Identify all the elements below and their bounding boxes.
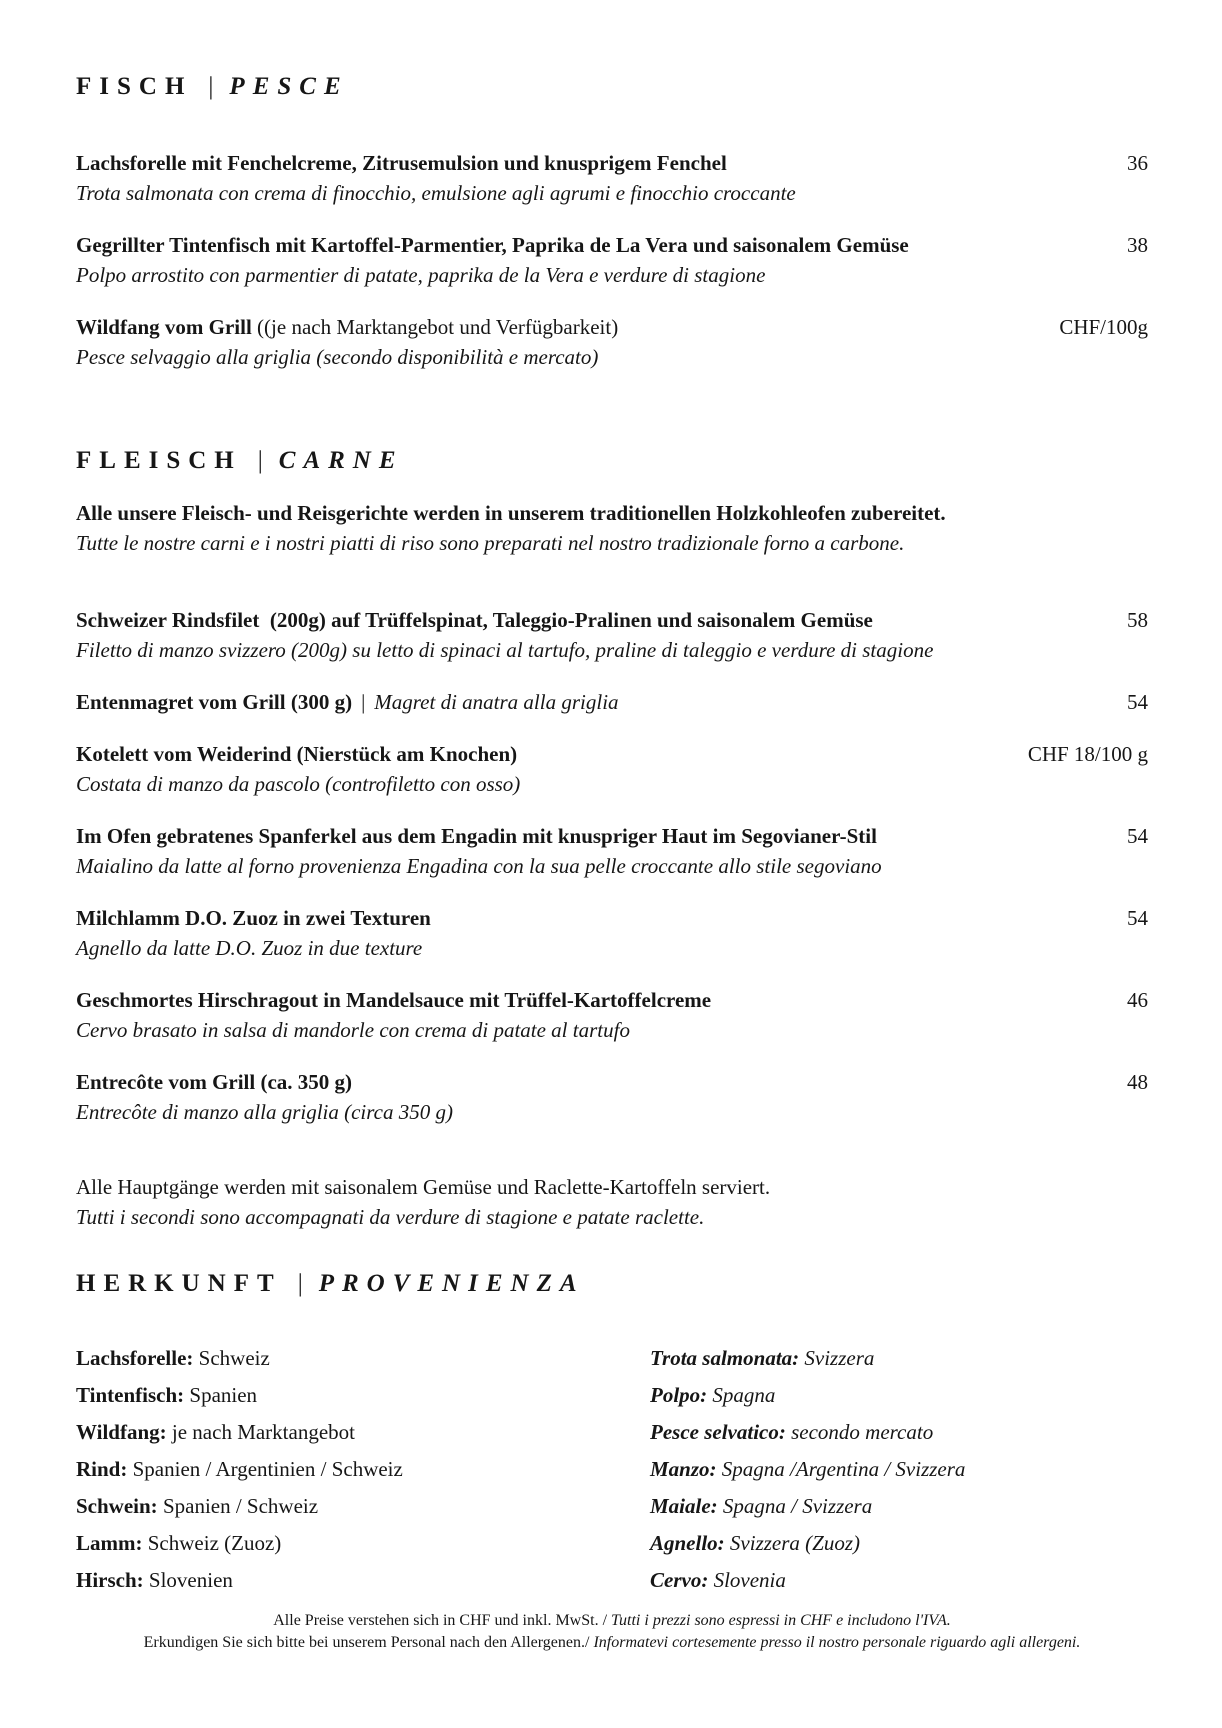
provenance-it-value: Spagna /Argentina / Svizzera	[721, 1457, 966, 1481]
item-description-it: Polpo arrostito con parmentier di patate, paprika de la Vera e verdure di stagione	[76, 263, 766, 287]
menu-item	[76, 314, 1148, 371]
section-title-fisch	[76, 72, 1148, 102]
menu-item	[76, 987, 1148, 1044]
item-name-it: Magret di anatra alla griglia	[374, 690, 619, 714]
closing-note-it: Tutti i secondi sono accompagnati da verdure di stagione e patate raclette.	[76, 1205, 705, 1229]
menu-item	[76, 741, 1148, 798]
item-description-it: Filetto di manzo svizzero (200g) su letto di spinaci al tartufo, praline di taleggio e verdure di stagione	[76, 638, 934, 662]
menu-item	[76, 150, 1148, 207]
item-name: Entrecôte vom Grill (ca. 350 g)	[76, 1070, 353, 1094]
item-name: Schweizer Rindsfilet (200g) auf Trüffelspinat, Taleggio-Pralinen und saisonalem Gemüse	[76, 608, 873, 632]
provenance-de-label: Hirsch:	[76, 1568, 144, 1592]
section-fleisch	[76, 446, 1148, 1231]
inline-separator: |	[361, 690, 366, 714]
section-title-fleisch	[76, 446, 1148, 476]
footer-allergens-it: Informatevi cortesemente presso il nostro personale riguardo agli allergeni.	[593, 1634, 1081, 1651]
item-price: 54	[1127, 690, 1148, 714]
item-row	[76, 607, 1148, 634]
provenance-de-label: Lachsforelle:	[76, 1346, 194, 1370]
mains-closing-note	[76, 1174, 1148, 1231]
provenance-row	[76, 1377, 1148, 1414]
menu-item	[76, 607, 1148, 664]
item-row	[76, 823, 1148, 850]
title-separator: |	[257, 447, 263, 474]
item-description-it: Agnello da latte D.O. Zuoz in due texture	[76, 936, 423, 960]
item-name: Milchlamm D.O. Zuoz in zwei Texturen	[76, 906, 431, 930]
item-name: Geschmortes Hirschragout in Mandelsauce mit Trüffel-Kartoffelcreme	[76, 988, 712, 1012]
item-name	[76, 689, 1107, 716]
item-description-it: Cervo brasato in salsa di mandorle con crema di patate al tartufo	[76, 1018, 630, 1042]
provenance-de-value: Slovenien	[148, 1568, 233, 1592]
provenance-it-label: Manzo:	[650, 1457, 717, 1481]
item-name: Lachsforelle mit Fenchelcreme, Zitrusemulsion und knusprigem Fenchel	[76, 151, 727, 175]
footer-allergens-de: Erkundigen Sie sich bitte bei unserem Personal nach den Allergenen./	[143, 1634, 594, 1651]
item-price: 54	[1127, 824, 1148, 848]
provenance-de-value: Spanien	[189, 1383, 258, 1407]
footer-allergens-line	[76, 1632, 1148, 1654]
provenance-it-value: Svizzera	[804, 1346, 875, 1370]
intro-note-it: Tutte le nostre carni e i nostri piatti di riso sono preparati nel nostro tradizionale forno a carbone.	[76, 531, 905, 555]
provenance-it-value: secondo mercato	[791, 1420, 934, 1444]
title-separator: |	[297, 1270, 303, 1297]
provenance-list	[76, 1340, 1148, 1599]
footer-prices-de: Alle Preise verstehen sich in CHF und inkl. MwSt. /	[273, 1612, 612, 1629]
provenance-row	[76, 1414, 1148, 1451]
provenance-de	[76, 1562, 650, 1599]
provenance-it-value: Spagna	[712, 1383, 776, 1407]
intro-note-de: Alle unsere Fleisch- und Reisgerichte werden in unserem traditionellen Holzkohleofen zubereitet.	[76, 501, 946, 525]
provenance-de-label: Schwein:	[76, 1494, 158, 1518]
provenance-row	[76, 1488, 1148, 1525]
provenance-it	[650, 1525, 1148, 1562]
menu-item	[76, 689, 1148, 716]
provenance-it	[650, 1451, 1148, 1488]
section-title-it: PROVENIENZA	[318, 1270, 585, 1297]
provenance-de-label: Rind:	[76, 1457, 128, 1481]
provenance-it	[650, 1340, 1148, 1377]
provenance-it-label: Polpo:	[650, 1383, 708, 1407]
fisch-items	[76, 150, 1148, 371]
provenance-it-value: Spagna / Svizzera	[722, 1494, 873, 1518]
provenance-de-value: Spanien / Argentinien / Schweiz	[132, 1457, 403, 1481]
item-price: CHF 18/100 g	[1027, 742, 1148, 766]
provenance-de-label: Lamm:	[76, 1531, 143, 1555]
menu-item	[76, 232, 1148, 289]
item-row	[76, 987, 1148, 1014]
footer-prices-it: Tutti i prezzi sono espressi in CHF e includono l'IVA.	[611, 1612, 951, 1629]
footer-prices-line	[76, 1610, 1148, 1632]
item-row	[76, 741, 1148, 768]
item-row	[76, 1069, 1148, 1096]
menu-footer	[76, 1610, 1148, 1654]
provenance-de	[76, 1525, 650, 1562]
provenance-row	[76, 1562, 1148, 1599]
section-title-herkunft	[76, 1269, 1148, 1299]
provenance-de-value: Schweiz (Zuoz)	[147, 1531, 282, 1555]
fleisch-items	[76, 607, 1148, 1126]
section-title-de: HERKUNFT	[76, 1270, 282, 1297]
provenance-row	[76, 1451, 1148, 1488]
item-name: Gegrillter Tintenfisch mit Kartoffel-Parmentier, Paprika de La Vera und saisonalem Gemüse	[76, 233, 909, 257]
item-name-bold: Entenmagret vom Grill (300 g)	[76, 690, 353, 714]
item-description-it: Maialino da latte al forno provenienza Engadina con la sua pelle croccante allo stile segoviano	[76, 854, 882, 878]
item-row	[76, 150, 1148, 177]
item-price: 38	[1127, 233, 1148, 257]
provenance-row	[76, 1525, 1148, 1562]
item-row	[76, 314, 1148, 341]
provenance-de-label: Tintenfisch:	[76, 1383, 185, 1407]
item-description-it: Trota salmonata con crema di finocchio, emulsione agli agrumi e finocchio croccante	[76, 181, 796, 205]
item-row	[76, 905, 1148, 932]
menu-item	[76, 823, 1148, 880]
fleisch-intro-note	[76, 500, 1148, 557]
title-separator: |	[208, 73, 214, 100]
item-name-bold: Wildfang vom Grill	[76, 315, 252, 339]
section-title-it: CARNE	[278, 447, 404, 474]
item-price: CHF/100g	[1059, 315, 1148, 339]
menu-item	[76, 1069, 1148, 1126]
item-name-suffix: ((je nach Marktangebot und Verfügbarkeit)	[251, 315, 619, 339]
item-name: Kotelett vom Weiderind (Nierstück am Knochen)	[76, 742, 518, 766]
item-price: 36	[1127, 151, 1148, 175]
section-title-de: FLEISCH	[76, 447, 242, 474]
section-fisch	[76, 72, 1148, 371]
item-description-it: Pesce selvaggio alla griglia (secondo disponibilità e mercato)	[76, 345, 599, 369]
item-row	[76, 232, 1148, 259]
section-herkunft	[76, 1269, 1148, 1599]
provenance-row	[76, 1340, 1148, 1377]
item-name	[76, 314, 1039, 341]
provenance-de	[76, 1488, 650, 1525]
provenance-it	[650, 1562, 1148, 1599]
provenance-it-label: Trota salmonata:	[650, 1346, 800, 1370]
item-row	[76, 689, 1148, 716]
item-description-it: Entrecôte di manzo alla griglia (circa 350 g)	[76, 1100, 453, 1124]
provenance-de-label: Wildfang:	[76, 1420, 167, 1444]
provenance-de	[76, 1340, 650, 1377]
provenance-it-label: Pesce selvatico:	[650, 1420, 786, 1444]
provenance-it-label: Agnello:	[650, 1531, 725, 1555]
section-title-it: PESCE	[229, 73, 349, 100]
provenance-de-value: je nach Marktangebot	[171, 1420, 355, 1444]
provenance-it-label: Cervo:	[650, 1568, 709, 1592]
provenance-de	[76, 1451, 650, 1488]
item-price: 46	[1127, 988, 1148, 1012]
item-price: 54	[1127, 906, 1148, 930]
provenance-de-value: Spanien / Schweiz	[162, 1494, 319, 1518]
provenance-it-value: Svizzera (Zuoz)	[729, 1531, 861, 1555]
provenance-it-value: Slovenia	[713, 1568, 786, 1592]
provenance-de-value: Schweiz	[198, 1346, 270, 1370]
provenance-de	[76, 1377, 650, 1414]
provenance-it-label: Maiale:	[650, 1494, 718, 1518]
closing-note-de: Alle Hauptgänge werden mit saisonalem Gemüse und Raclette-Kartoffeln serviert.	[76, 1175, 771, 1199]
provenance-it	[650, 1414, 1148, 1451]
provenance-de	[76, 1414, 650, 1451]
menu-item	[76, 905, 1148, 962]
item-description-it: Costata di manzo da pascolo (controfiletto con osso)	[76, 772, 521, 796]
provenance-it	[650, 1488, 1148, 1525]
item-name: Im Ofen gebratenes Spanferkel aus dem Engadin mit knuspriger Haut im Segovianer-Stil	[76, 824, 877, 848]
section-title-de: FISCH	[76, 73, 193, 100]
item-price: 58	[1127, 608, 1148, 632]
item-price: 48	[1127, 1070, 1148, 1094]
provenance-it	[650, 1377, 1148, 1414]
